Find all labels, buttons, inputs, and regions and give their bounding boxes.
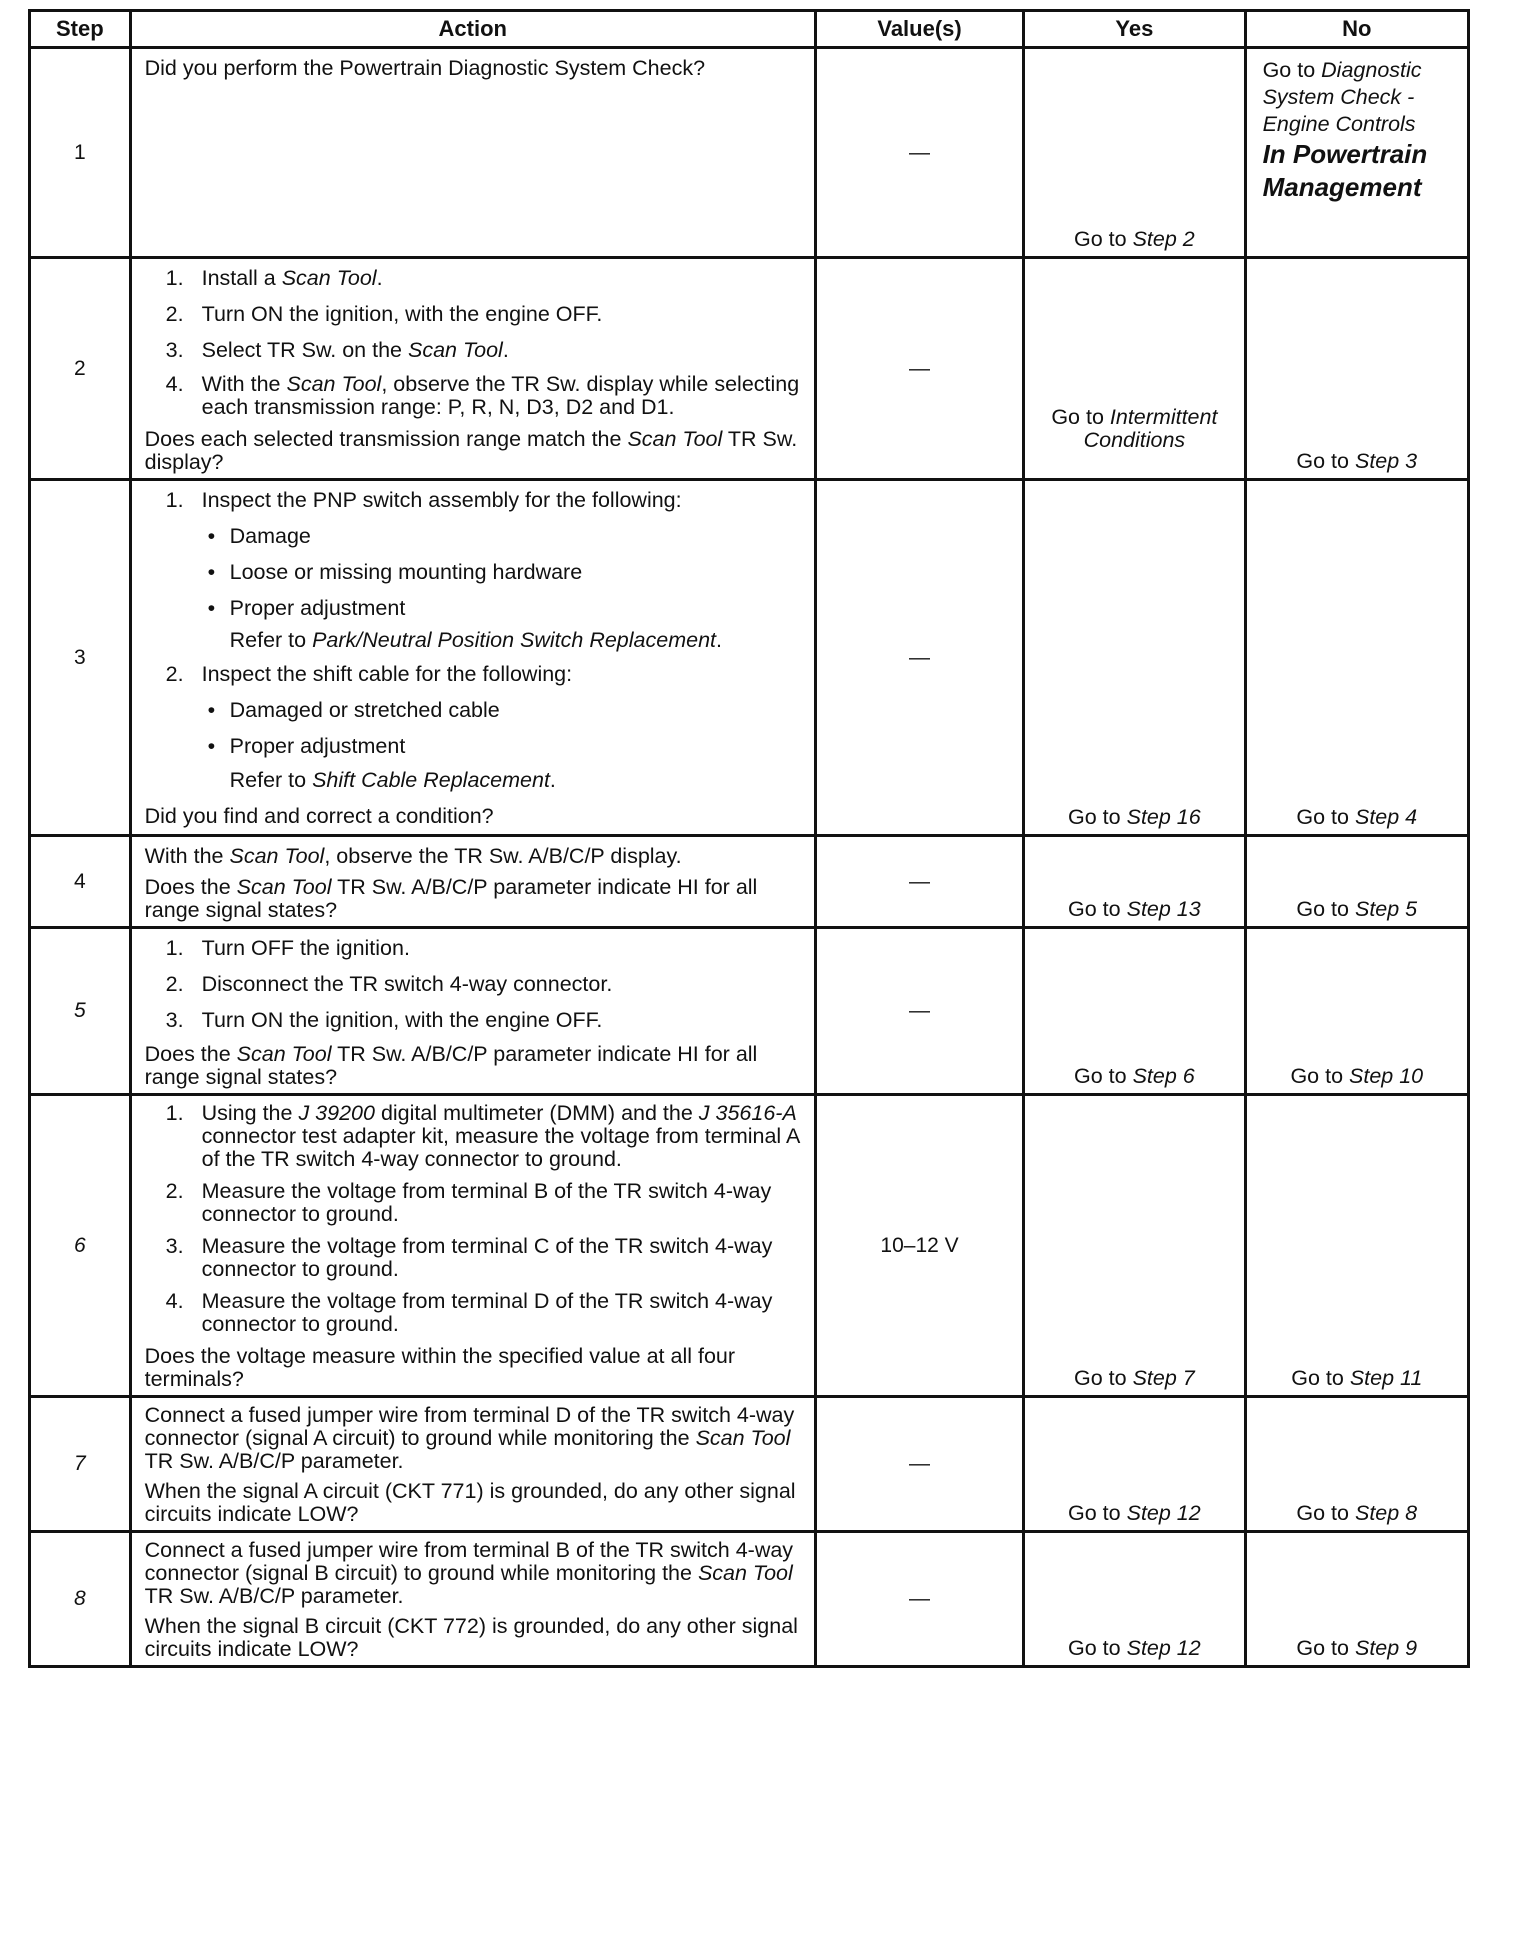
tool-name: Scan Tool — [408, 338, 503, 362]
bullet-text: Loose or missing mounting hardware — [229, 560, 583, 584]
goto-target-link[interactable]: Step 2 — [1132, 227, 1195, 251]
goto-target-link[interactable]: Step 9 — [1354, 1636, 1418, 1660]
bullet-item: • Proper adjustment — [207, 734, 406, 758]
no-goto[interactable] — [1247, 1501, 1467, 1526]
bullet-text: Proper adjustment — [229, 734, 406, 758]
yes-cell — [1024, 1532, 1245, 1667]
action-step — [145, 301, 804, 328]
no-goto[interactable] — [1247, 49, 1467, 204]
table-row-step-8 — [30, 1532, 1469, 1667]
item-text: Select TR Sw. on the — [201, 338, 403, 362]
yes-goto[interactable] — [1025, 406, 1243, 452]
goto-target-link[interactable]: Step 6 — [1132, 1064, 1195, 1088]
table-row-step-6 — [30, 1095, 1469, 1397]
action-question — [145, 876, 804, 922]
item-text: With the — [201, 372, 281, 396]
item-number: 3. — [165, 338, 184, 362]
action-cell — [130, 48, 815, 258]
no-goto[interactable] — [1247, 1064, 1467, 1089]
item-number: 1. — [165, 266, 184, 290]
action-question — [145, 1043, 804, 1089]
step-number-text: 6 — [73, 1233, 86, 1257]
action-step — [145, 337, 804, 364]
item-number: 1. — [165, 488, 184, 512]
question-text: TR Sw. A/B/C/P parameter indicate HI for all range signal states? — [144, 875, 758, 922]
goto-prefix: Go to — [1068, 897, 1121, 921]
goto-prefix: Go to — [1051, 405, 1104, 429]
no-goto[interactable] — [1247, 805, 1467, 830]
action-cell — [130, 928, 815, 1095]
action-instruction — [145, 843, 804, 870]
refer-suffix: . — [549, 768, 556, 792]
table-row-step-3 — [30, 480, 1469, 836]
instruction-text: TR Sw. A/B/C/P parameter. — [144, 1449, 404, 1473]
action-steps-list — [145, 487, 804, 794]
no-goto[interactable] — [1247, 1366, 1467, 1391]
item-text: digital multimeter (DMM) and the — [380, 1101, 693, 1125]
goto-prefix: Go to — [1291, 1366, 1344, 1390]
tool-name: Scan Tool — [695, 1426, 791, 1450]
action-instruction — [145, 1404, 804, 1473]
item-text: connector test adapter kit, measure the voltage from terminal A of the TR switch 4-way connector to ground. — [201, 1124, 800, 1171]
goto-target-link[interactable]: Step 12 — [1126, 1501, 1201, 1525]
goto-prefix: Go to — [1290, 1064, 1344, 1088]
step-number: 2 — [30, 258, 131, 480]
action-cell — [130, 480, 815, 836]
question-text: TR Sw. display? — [144, 427, 798, 474]
header-value: Value(s) — [815, 11, 1023, 48]
item-text: Measure the voltage from terminal D of the TR switch 4-way connector to ground. — [201, 1289, 773, 1336]
refer-prefix: Refer to — [229, 768, 307, 792]
step-number-text: 8 — [73, 1587, 86, 1610]
item-number: 3. — [165, 1234, 184, 1258]
item-number: 3. — [165, 1008, 184, 1032]
goto-target-link[interactable]: Step 12 — [1126, 1636, 1201, 1660]
no-cell — [1245, 928, 1468, 1095]
goto-target-link[interactable]: Step 13 — [1126, 897, 1201, 921]
action-steps-list — [145, 265, 804, 419]
question-text: Does the — [144, 875, 231, 899]
item-number: 4. — [165, 372, 184, 396]
yes-cell — [1024, 1095, 1245, 1397]
no-cell — [1245, 836, 1468, 928]
table-row-step-5 — [30, 928, 1469, 1095]
action-cell — [130, 258, 815, 480]
goto-prefix: Go to — [1296, 1501, 1349, 1525]
action-cell — [130, 836, 815, 928]
action-steps-list — [145, 1102, 804, 1336]
action-step — [145, 661, 804, 794]
step-number — [30, 1095, 131, 1397]
action-step — [145, 1235, 804, 1281]
tool-part-number: J 35616-A — [698, 1101, 797, 1125]
action-question: When the signal B circuit (CKT 772) is grounded, do any other signal circuits indicate LOW? — [144, 1614, 798, 1661]
action-step — [145, 971, 804, 998]
item-number: 2. — [165, 972, 184, 996]
value-cell: — — [815, 258, 1023, 480]
goto-prefix: Go to — [1296, 449, 1349, 473]
refer-link[interactable]: Shift Cable Replacement — [312, 768, 550, 792]
step-number: 4 — [30, 836, 131, 928]
bullet-item: • Damaged or stretched cable — [207, 698, 500, 722]
item-text: Using the — [201, 1101, 293, 1125]
goto-prefix: Go to — [1068, 1636, 1121, 1660]
instruction-text: TR Sw. A/B/C/P parameter. — [144, 1584, 404, 1608]
action-step — [145, 1007, 804, 1034]
goto-prefix: Go to — [1296, 1636, 1349, 1660]
tool-name: Scan Tool — [697, 1561, 793, 1585]
item-text: Measure the voltage from terminal B of the TR switch 4-way connector to ground. — [201, 1179, 772, 1226]
yes-cell — [1024, 258, 1245, 480]
refer-prefix: Refer to — [229, 628, 307, 652]
item-text: Disconnect the TR switch 4-way connector. — [201, 972, 613, 996]
step-number — [30, 1397, 131, 1532]
goto-target-link[interactable]: Step 11 — [1349, 1366, 1423, 1390]
tool-name: Scan Tool — [236, 1042, 332, 1066]
bullet-item: • Proper adjustment — [207, 596, 406, 620]
yes-cell — [1024, 48, 1245, 258]
instruction-text: Connect a fused jumper wire from terminal D of the TR switch 4-way connector (signal A circuit) to ground while monitoring the — [144, 1403, 795, 1450]
action-step — [145, 373, 804, 419]
refer-to — [202, 767, 804, 794]
action-step — [145, 935, 804, 962]
yes-goto[interactable] — [1025, 227, 1243, 252]
item-text: Turn ON the ignition, with the engine OFF. — [201, 1008, 603, 1032]
goto-target-link[interactable]: Step 3 — [1354, 449, 1418, 473]
no-cell — [1245, 480, 1468, 836]
step-number — [30, 1532, 131, 1667]
value-cell: — — [815, 1397, 1023, 1532]
question-text: Does the — [144, 1042, 231, 1066]
instruction-text: With the — [144, 844, 224, 868]
yes-cell — [1024, 836, 1245, 928]
no-cell — [1245, 1095, 1468, 1397]
no-goto[interactable] — [1247, 449, 1467, 474]
item-text: Install a — [201, 266, 276, 290]
step-number-text: 5 — [73, 999, 86, 1022]
value-cell: — — [815, 836, 1023, 928]
item-text: . — [376, 266, 383, 290]
goto-target-link[interactable]: Step 8 — [1354, 1501, 1418, 1525]
item-text: , observe the TR Sw. display while selecting each transmission range: P, R, N, D3, D2 and D1. — [201, 372, 800, 419]
instruction-text: , observe the TR Sw. A/B/C/P display. — [324, 844, 682, 868]
table-row-step-4 — [30, 836, 1469, 928]
item-text: Measure the voltage from terminal C of the TR switch 4-way connector to ground. — [201, 1234, 773, 1281]
action-cell — [130, 1532, 815, 1667]
header-step: Step — [30, 11, 131, 48]
action-instruction — [145, 1539, 804, 1608]
goto-prefix: Go to — [1074, 227, 1127, 251]
bullet-list — [202, 523, 804, 622]
no-goto[interactable] — [1247, 1636, 1467, 1661]
item-text: Inspect the shift cable for the following: — [201, 662, 573, 686]
goto-target-link[interactable]: Step 16 — [1126, 805, 1201, 829]
item-number: 2. — [165, 662, 184, 686]
item-number: 2. — [165, 1179, 184, 1203]
goto-target-link[interactable]: Diagnostic System Check - Engine Controls — [1262, 58, 1422, 136]
refer-to — [202, 629, 804, 652]
no-cell — [1245, 1397, 1468, 1532]
action-question — [145, 428, 804, 474]
instruction-text: Connect a fused jumper wire from terminal B of the TR switch 4-way connector (signal B circuit) to ground while monitoring the — [144, 1538, 794, 1585]
goto-prefix: Go to — [1296, 897, 1349, 921]
value-cell: — — [815, 48, 1023, 258]
header-row — [30, 11, 1469, 48]
table-row-step-1 — [30, 48, 1469, 258]
action-question: Does the voltage measure within the specified value at all four terminals? — [144, 1344, 736, 1391]
item-number: 1. — [165, 936, 184, 960]
header-action: Action — [130, 11, 815, 48]
yes-goto[interactable] — [1025, 1366, 1243, 1391]
goto-prefix: Go to — [1068, 1501, 1121, 1525]
action-question: When the signal A circuit (CKT 771) is grounded, do any other signal circuits indicate LOW? — [144, 1479, 796, 1526]
table-row-step-7 — [30, 1397, 1469, 1532]
header-yes: Yes — [1024, 11, 1245, 48]
bullet-item: • Loose or missing mounting hardware — [207, 560, 583, 584]
item-text: Turn ON the ignition, with the engine OFF. — [201, 302, 603, 326]
yes-goto[interactable] — [1025, 1064, 1243, 1089]
tool-name: Scan Tool — [286, 372, 382, 396]
question-text: Does each selected transmission range match the — [144, 427, 622, 451]
refer-suffix: . — [716, 628, 722, 652]
no-goto[interactable] — [1247, 897, 1467, 922]
action-cell — [130, 1397, 815, 1532]
item-number: 2. — [165, 302, 184, 326]
action-step — [145, 1180, 804, 1226]
value-cell: 10–12 V — [815, 1095, 1023, 1397]
yes-cell — [1024, 1397, 1245, 1532]
bullet-text: Proper adjustment — [229, 596, 406, 620]
yes-goto[interactable] — [1025, 1636, 1243, 1661]
value-cell: — — [815, 928, 1023, 1095]
bullet-list — [202, 697, 804, 760]
yes-cell — [1024, 928, 1245, 1095]
diagnostic-table — [28, 9, 1470, 1668]
goto-target-link[interactable]: Step 4 — [1354, 805, 1418, 829]
goto-prefix: Go to — [1074, 1064, 1127, 1088]
bullet-text: Damaged or stretched cable — [229, 698, 500, 722]
tool-part-number: J 39200 — [298, 1101, 375, 1125]
goto-target-link[interactable]: Step 5 — [1354, 897, 1418, 921]
table-row-step-2 — [30, 258, 1469, 480]
step-number — [30, 928, 131, 1095]
tool-name: Scan Tool — [627, 427, 723, 451]
step-number: 1 — [30, 48, 131, 258]
yes-goto[interactable] — [1025, 1501, 1243, 1526]
action-steps-list — [145, 935, 804, 1034]
bullet-item: • Damage — [207, 524, 311, 548]
goto-prefix: Go to — [1074, 1366, 1127, 1390]
no-cell — [1245, 258, 1468, 480]
yes-goto[interactable] — [1025, 897, 1243, 922]
no-cell — [1245, 1532, 1468, 1667]
item-number: 4. — [165, 1289, 184, 1313]
yes-cell — [1024, 480, 1245, 836]
action-question: Did you find and correct a condition? — [144, 804, 494, 828]
item-text: . — [502, 338, 509, 362]
tool-name: Scan Tool — [236, 875, 332, 899]
yes-goto[interactable] — [1025, 805, 1243, 830]
value-cell: — — [815, 1532, 1023, 1667]
goto-target-link[interactable]: Intermittent Conditions — [1083, 405, 1218, 452]
step-number: 3 — [30, 480, 131, 836]
bullet-text: Damage — [229, 524, 311, 548]
no-cell — [1245, 48, 1468, 258]
action-step — [145, 1290, 804, 1336]
action-step — [145, 1102, 804, 1171]
action-step — [145, 265, 804, 292]
step-number-text: 7 — [73, 1452, 86, 1475]
action-question: Did you perform the Powertrain Diagnostic System Check? — [144, 56, 706, 80]
goto-prefix: Go to — [1296, 805, 1349, 829]
value-cell: — — [815, 480, 1023, 836]
item-text: Turn OFF the ignition. — [201, 936, 410, 960]
refer-link[interactable]: Park/Neutral Position Switch Replacement — [312, 628, 716, 652]
goto-prefix: Go to — [1262, 58, 1316, 82]
goto-manual-ref: In Powertrain Management — [1262, 139, 1428, 202]
tool-name: Scan Tool — [229, 844, 325, 868]
goto-target-link[interactable]: Step 10 — [1349, 1064, 1424, 1088]
item-number: 1. — [165, 1101, 184, 1125]
tool-name: Scan Tool — [281, 266, 377, 290]
goto-target-link[interactable]: Step 7 — [1132, 1366, 1195, 1390]
question-text: TR Sw. A/B/C/P parameter indicate HI for all range signal states? — [144, 1042, 758, 1089]
item-text: Inspect the PNP switch assembly for the following: — [201, 488, 682, 512]
header-no: No — [1245, 11, 1468, 48]
goto-prefix: Go to — [1068, 805, 1121, 829]
action-step — [145, 487, 804, 652]
action-cell — [130, 1095, 815, 1397]
